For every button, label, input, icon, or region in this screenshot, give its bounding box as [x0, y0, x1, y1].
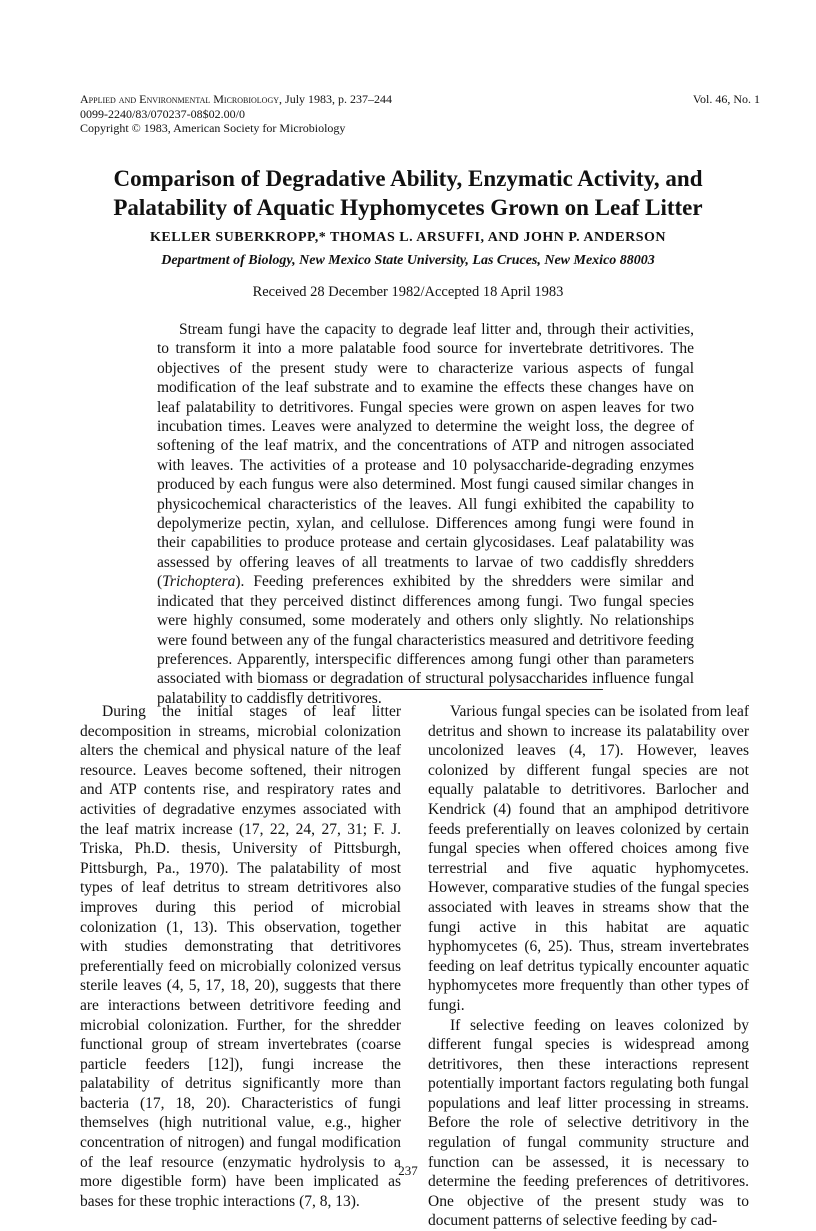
- article-code: 0099-2240/83/070237-08$02.00/0: [80, 107, 760, 122]
- title-line-1: Comparison of Degradative Ability, Enzymatic Activity, and: [20, 164, 796, 193]
- body-paragraph: During the initial stages of leaf litter decomposition in streams, microbial colonization alters the chemical and physical nature of the leaf resource. Leaves become softened, their nitrogen and ATP contents rise, and respiratory rates and activities of degradative enzymes associated with the leaf matrix increase (17, 22, 24, 27, 31; F. J. Triska, Ph.D. thesis, University of Pittsburgh, Pittsburgh, Pa., 1970). The palatability of most types of leaf detritus to stream detritivores also improves during this period of microbial colonization (1, 13). This observation, together with studies demonstrating that detritivores preferentially feed on microbially colonized versus sterile leaves (4, 5, 17, 18, 20), suggests that there are interactions between detritivore feeding and microbial colonization. Further, for the shredder functional group of stream invertebrates (coarse particle feeders [12]), fungi increase the palatability of detritus significantly more than bacteria (17, 18, 20). Characteristics of fungi themselves (high nutritional value, e.g., higher concentration of nitrogen) and fungal modification of the leaf resource (enzymatic hydrolysis to a more digestible form) have been implicated as bases for these trophic interactions (7, 8, 13).: [80, 702, 401, 1211]
- running-header: [80, 92, 760, 136]
- volume-issue: Vol. 46, No. 1: [693, 92, 760, 107]
- body-paragraph: Various fungal species can be isolated from leaf detritus and shown to increase its palatability over uncolonized leaves (4, 17). However, leaves colonized by different fungal species are not equally palatable to detritivores. Barlocher and Kendrick (4) found that an amphipod detritivore feeds preferentially on leaves colonized by certain fungal species when offered choices among five terrestrial and five aquatic hyphomycetes. However, comparative studies of the fungal species associated with leaves in streams show that the fungi active in this habitat are aquatic hyphomycetes (6, 25). Thus, stream invertebrates feeding on leaf detritus typically encounter aquatic hyphomycetes more frequently than other types of fungi.: [428, 702, 749, 1016]
- author-affiliation: Department of Biology, New Mexico State University, Las Cruces, New Mexico 88003: [20, 253, 796, 269]
- page-number: 237: [20, 1163, 796, 1179]
- article-title: [20, 164, 796, 222]
- journal-citation: [80, 92, 392, 107]
- section-divider: [257, 689, 603, 690]
- author-list: KELLER SUBERKROPP,* THOMAS L. ARSUFFI, AND JOHN P. ANDERSON: [20, 230, 796, 246]
- received-accepted-dates: Received 28 December 1982/Accepted 18 April 1983: [20, 284, 796, 301]
- citation-details: , July 1983, p. 237–244: [279, 92, 392, 106]
- journal-name: Applied and Environmental Microbiology: [80, 92, 279, 106]
- body-paragraph: If selective feeding on leaves colonized by different fungal species is widespread among detritivores, then these interactions represent potentially important factors regulating both fungal populations and leaf litter processing in streams. Before the role of selective detritivory in the regulation of fungal community structure and function can be assessed, it is necessary to determine the feeding preferences of detritivores. One objective of the present study was to document patterns of selective feeding by cad-: [428, 1016, 749, 1231]
- copyright-line: Copyright © 1983, American Society for Microbiology: [80, 121, 760, 136]
- left-column: [80, 702, 401, 1211]
- abstract-italic-term: Trichoptera: [162, 573, 235, 590]
- title-line-2: Palatability of Aquatic Hyphomycetes Grown on Leaf Litter: [20, 193, 796, 222]
- right-column: [428, 702, 749, 1231]
- abstract: [157, 320, 694, 708]
- abstract-text-1: Stream fungi have the capacity to degrade leaf litter and, through their activities, to transform it into a more palatable food source for invertebrate detritivores. The objectives of the present study were to characterize various aspects of fungal modification of the leaf substrate and to examine the effects these changes have on leaf palatability to detritivores. Fungal species were grown on aspen leaves for two incubation times. Leaves were analyzed to determine the weight loss, the degree of softening of the leaf matrix, and the concentrations of ATP and nitrogen associated with leaves. The activities of a protease and 10 polysaccharide-degrading enzymes produced by each fungus were also determined. Most fungi caused similar changes in physicochemical characteristics of the leaves. All fungi exhibited the capability to depolymerize pectin, xylan, and cellulose. Differences among fungi were found in their capabilities to produce protease and certain glycosidases. Leaf palatability was assessed by offering leaves of all treatments to larvae of two caddisfly shredders (: [157, 321, 694, 590]
- abstract-text-2: ). Feeding preferences exhibited by the shredders were similar and indicated that they perceived distinct differences among fungi. Two fungal species were highly consumed, some moderately and others only slightly. No relationships were found between any of the fungal characteristics measured and detritivore feeding preferences. Apparently, interspecific differences among fungi other than parameters associated with biomass or degradation of structural polysaccharides influence fungal palatability to caddisfly detritivores.: [157, 573, 694, 706]
- abstract-paragraph: [157, 320, 694, 708]
